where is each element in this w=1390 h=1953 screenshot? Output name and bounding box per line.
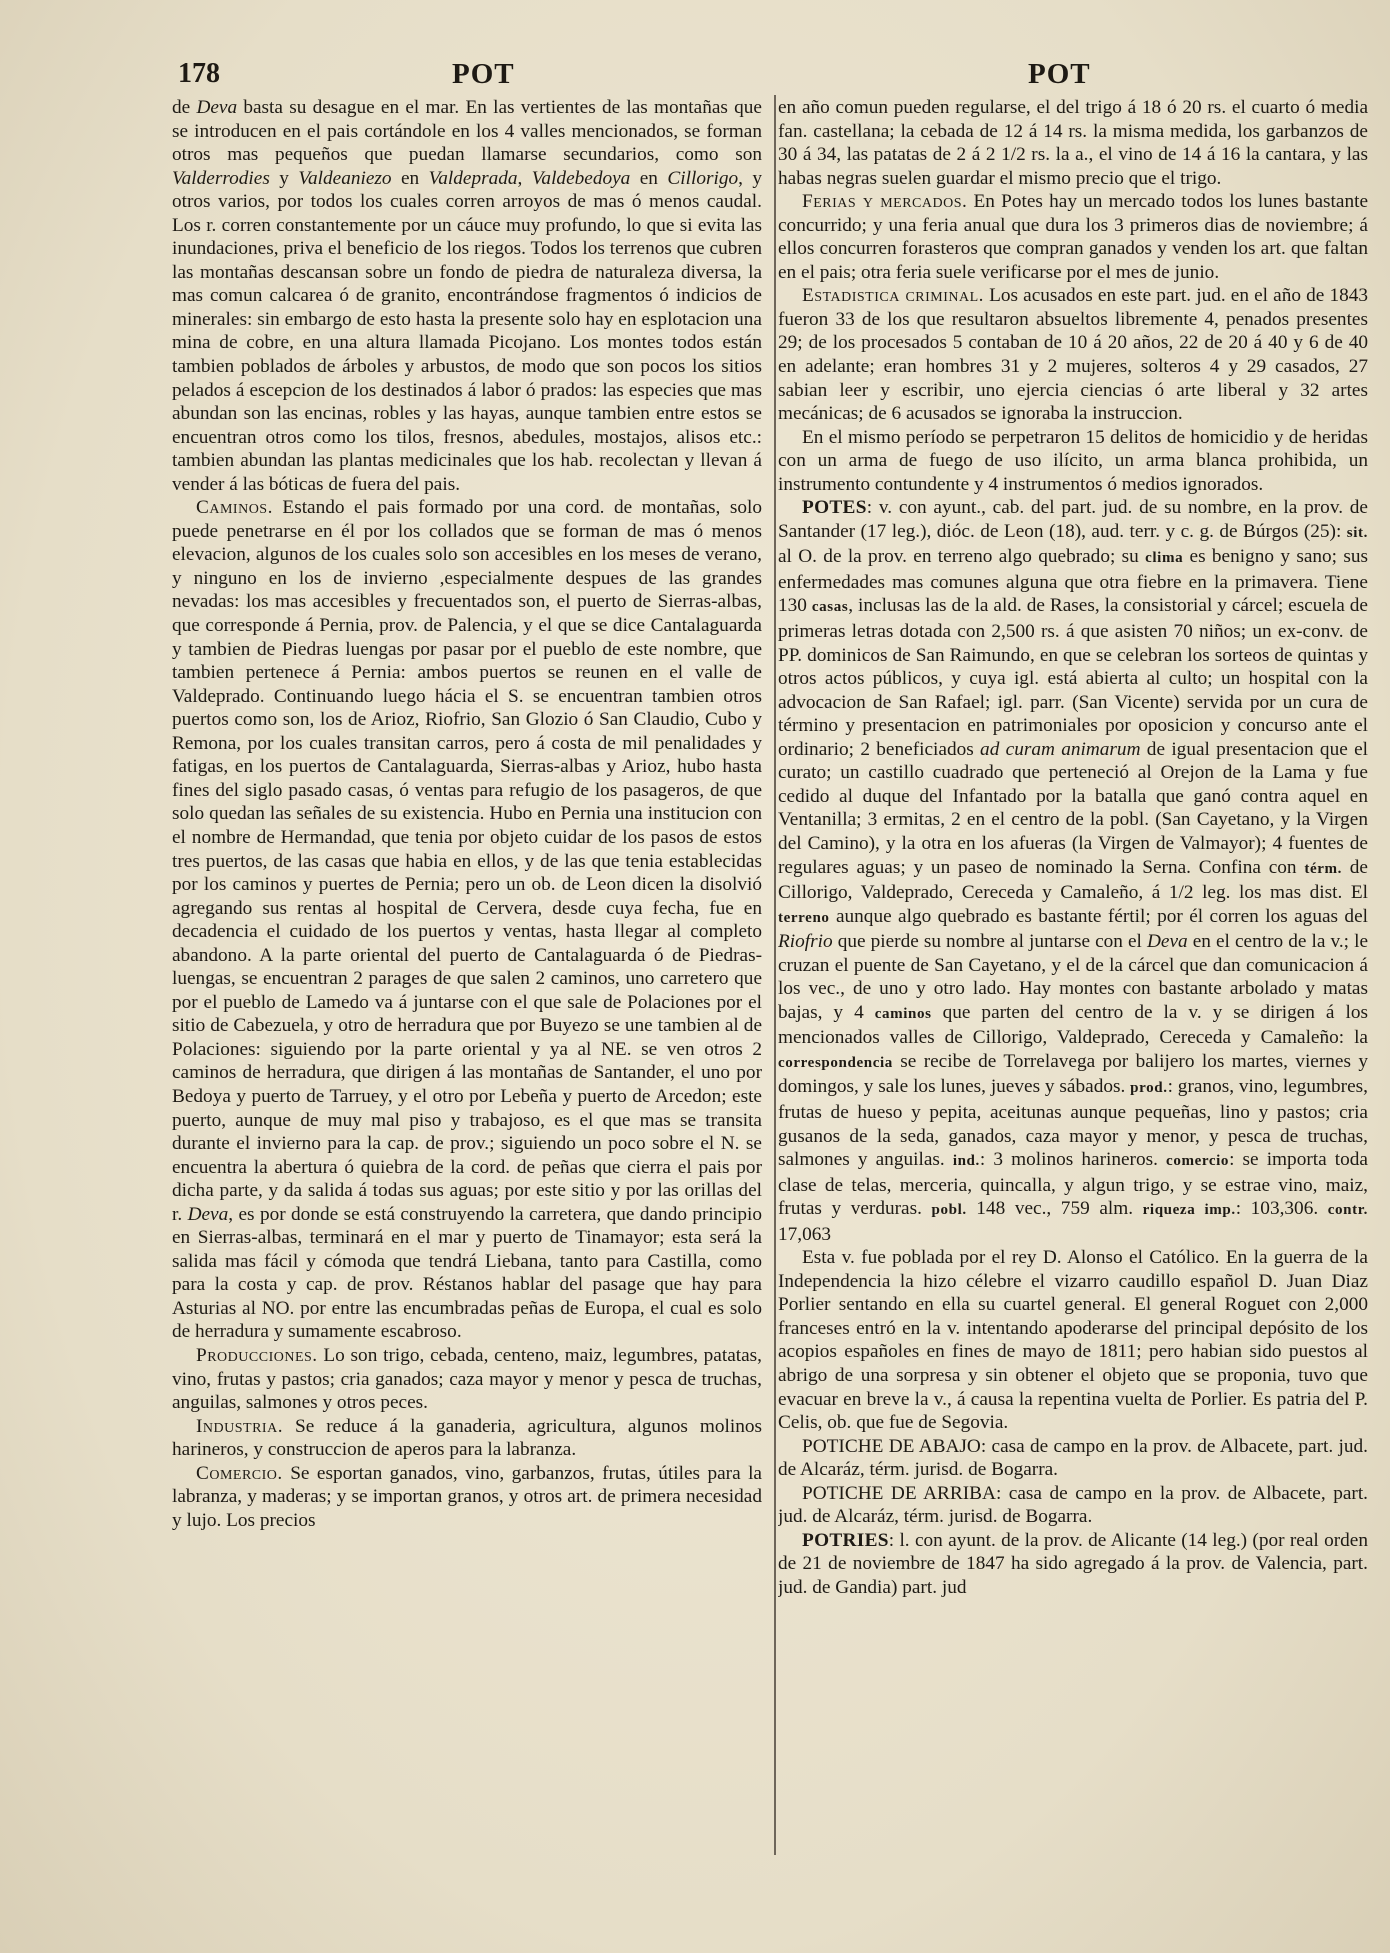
headword-left: POT — [452, 58, 515, 90]
section-label-producciones: Producciones. — [196, 1344, 318, 1366]
section-label-ferias: Ferias y mercados. — [802, 191, 968, 213]
section-caminos: Caminos. Estando el pais formado por una cord. de montañas, solo puede penetrarse en él por los collados que se forman de mas ó menos elevacion, algunos de los cuales solo son accesibles en los meses de verano, y ninguno en los de invierno ,especialmente despues de las grandes nevadas: los mas accesibles y frecuentados son, el puerto de Sierras-albas, que corresponde á Pernia, prov. de Palencia, y el que se dice Cantalaguarda y tambien de Piedras luengas por pasar por el pueblo de este nombre, que tambien pertenece á Pernia: ambos puertos se reunen en el valle de Valdeprado. Continuando luego hácia el S. se encuentran tambien otros puertos como son, los de Arioz, Riofrio, San Glozio ó San Claudio, Cubo y Remona, por los cuales transitan carros, pero á costa de mil penalidades y fatigas, en los puertos de Cantalaguarda, Sierras-albas y Arioz, hubo hasta fines del siglo pasado casas, ó ventas para refugio de los pasageros, de que solo quedan las señales de su existencia. Hubo en Pernia una institucion con el nombre de Hermandad, que tenia por objeto cuidar de los pasos de estos tres puertos, de las casas que habia en ellos, y de las que tenia establecidas por los caminos y puertes de Pernia; pero un ob. de Leon dicen la disolvió agregando sus rentas al hospital de Cervera, desde cuya fecha, fue en decadencia el cuidado de los puertos y ventas, hasta llegar al completo abandono. A la parte oriental del puerto de Cantalaguarda ó de Piedras-luengas, se encuentran 2 parages de que salen 2 caminos, uno carretero que por el pueblo de Lamedo va á juntarse con el que sale de Polaciones por el sitio de Cabezuela, y otro de herradura que por Buyezo se une tambien al de Polaciones: siguiendo por la parte oriental y ya al NE. se ven otros 2 caminos de herradura, que dirigen á las montañas de Santander, el uno por Bedoya y puerto de Tarruey, y el otro por Lebeña y puerto de Arcedon; este puerto, aunque de muy mal piso y trabajoso, es el que mas se transita durante el invierno para la cap. de prov.; siguiendo un poco sobre el N. se encuentra la abertura ó quiebra de la cord. de peñas que cierra el pais por dicha parte, y da salida á todas sus aguas; por este sitio y por las orillas del r. Deva, es por donde se está construyendo la carretera, que dando principio en Sierras-albas, terminará en el mar y puerto de Tinamayor; esta será la salida mas fácil y cómoda que tendrá Liebana, tanto para Castilla, como para la costa y cap. de prov. Réstanos hablar del pasage que hay para Asturias al NO. por entre las encumbradas peñas de Europa, el cual es solo de herradura y sumamente escabroso. — [172, 497, 762, 1343]
section-label-comercio: Comercio. — [196, 1462, 283, 1484]
entry-potes: POTES: v. con ayunt., cab. del part. jud. de su nombre, en la prov. de Santander (17 leg.), dióc. de Leon (18), aud. terr. y c. g. de Búrgos (25): sit. al O. de la prov. en terreno algo quebrado; su clima es benigno y sano; sus enfermedades mas comunes alguna que otra fiebre en la primavera. Tiene 130 casas, inclusas las de la ald. de Rases, la consistorial y cárcel; escuela de primeras letras dotada con 2,500 rs. á que asisten 70 niños; un ex-conv. de PP. dominicos de San Raimundo, en que se celebran los sorteos de quintas y otros actos públicos, y cuya igl. está abierta al culto; un hospital con la advocacion de San Rafael; igl. parr. (San Vicente) servida por un cura de término y presentacion en patrimoniales por oposicion y concurso ante el ordinario; 2 beneficiados ad curam animarum de igual presentacion que el curato; un castillo cuadrado que perteneció al Orejon de la Lama y fue cedido al duque del Infantado por la batalla que ganó contra aquel en Ventanilla; 3 ermitas, 2 en el centro de la pobl. (San Cayetano, y la Virgen del Camino), y la otra en los afueras (la Virgen de Valmayor); 4 fuentes de regulares aguas; y un paseo de nominado la Serna. Confina con térm. de Cillorigo, Valdeprado, Cereceda y Camaleño, á 1/2 leg. los mas dist. El terreno aunque algo quebrado es bastante fértil; por él corren los aguas del Riofrio que pierde su nombre al juntarse con el Deva en el centro de la v.; le cruzan el puente de San Cayetano, y el de la cárcel que dan comunicacion á los vec., de uno y otro lado. Hay montes con bastante arbolado y matas bajas, y 4 caminos que parten del centro de la v. y se dirigen á los mencionados valles de Cillorigo, Valdeprado, Cereceda y Camaleño: la correspondencia se recibe de Torrelavega por balijero los martes, viernes y domingos, y sale los lunes, jueves y sábados. prod.: granos, vino, legumbres, frutas de hueso y pepita, aceitunas aunque pequeñas, lino y pastos; cria gusanos de la seda, ganados, caza mayor y menor, y pesca de truchas, salmones y anguilas. ind.: 3 molinos harineros. comercio: se importa toda clase de telas, merceria, quincalla, y algun trigo, y se estrae vino, maiz, frutas y verduras. pobl. 148 vec., 759 alm. riqueza imp.: 103,306. contr. 17,063 — [778, 497, 1368, 1245]
entry-headword-potes: POTES — [802, 497, 867, 519]
right-column — [778, 96, 1368, 1866]
entry-potries: POTRIES: l. con ayunt. de la prov. de Alicante (14 leg.) (por real orden de 21 de noviembre de 1847 ha sido agregado á la prov. de Valencia, part. jud. de Gandia) part. jud — [778, 1529, 1368, 1598]
paragraph-delitos: En el mismo período se perpetraron 15 delitos de homicidio y de heridas con un arma de fuego de uso ilícito, un arma blanca prohibida, un instrumento contundente y 4 instrumentos ó medios ignorados. — [778, 426, 1368, 495]
paragraph-precios: en año comun pueden regularse, el del trigo á 18 ó 20 rs. el cuarto ó media fan. castellana; la cebada de 12 á 14 rs. la misma medida, los garbanzos de 30 á 34, las patatas de 2 á 2 1/2 rs. la a., el vino de 14 á 16 la cantara, y las habas negras suelen guardar el mismo precio que el trigo. — [778, 97, 1368, 189]
section-producciones: Producciones. Lo son trigo, cebada, centeno, maiz, legumbres, patatas, vino, frutas y pastos; cria ganados; caza mayor y menor y pesca de truchas, anguilas, salmones y otros peces. — [172, 1344, 762, 1414]
section-industria: Industria. Se reduce á la ganaderia, agricultura, algunos molinos harineros, y construccion de aperos para la labranza. — [172, 1415, 762, 1461]
column-divider — [774, 95, 776, 1855]
paragraph-valleys: de Deva basta su desague en el mar. En las vertientes de las montañas que se introducen en el pais cortándole en los 4 valles mencionados, se forman otros mas pequeños que puedan llamarse secundarios, como son Valderrodies y Valdeaniezo en Valdeprada, Valdebedoya en Cillorigo, y otros varios, por todos los cuales corren arroyos de mas ó menos caudal. Los r. corren constantemente por un cáuce muy profundo, lo que si evita las inundaciones, priva el beneficio de los riegos. Todos los terrenos que cubren las montañas descansan sobre un fondo de piedra de naturaleza diversa, la mas comun calcarea ó de granito, encontrándose fragmentos ó indicios de minerales: sin embargo de esto hasta la presente solo hay en esplotacion una mina de cobre, en una altura llamada Picojano. Los montes todos están tambien poblados de árboles y arbustos, de modo que son pocos los sitios pelados á escepcion de los destinados á labor ó prados: las especies que mas abundan son las encinas, robles y las hayas, aunque tambien entre estos se encuentran otros como los tilos, fresnos, abedules, mostajos, alisos etc.: tambien abundan las plantas medicinales que los hab. recolectan y llevan á vender á las bóticas de fuera del pais. — [172, 97, 762, 495]
entry-headword-potries: POTRIES — [802, 1529, 889, 1551]
paragraph-historia: Esta v. fue poblada por el rey D. Alonso el Católico. En la guerra de la Independencia la hizo célebre el vizarro caudillo español D. Juan Diaz Porlier sentando en ella su cuartel general. El general Roguet con 2,000 franceses entró en la v. intentando apoderarse del principal depósito de los acopios españoles en fines de mayo de 1811; pero habian sido puestos al abrigo de una sorpresa y sin obtener el objeto que se proponia, tuvo que evacuar en breve la v., á causa la repentina vuelta de Porlier. Es patria del P. Celis, ob. que fue de Segovia. — [778, 1247, 1368, 1434]
section-label-caminos: Caminos. — [196, 497, 273, 519]
headword-right: POT — [1028, 58, 1091, 90]
entry-potiche-arriba: POTICHE DE ARRIBA: casa de campo en la prov. de Albacete, part. jud. de Alcaráz, térm. jurisd. de Bogarra. — [778, 1482, 1368, 1528]
entry-headword-potiche-abajo: POTICHE DE ABAJO — [802, 1435, 981, 1457]
section-label-industria: Industria. — [196, 1415, 284, 1437]
running-header — [0, 58, 1390, 98]
entry-potiche-abajo: POTICHE DE ABAJO: casa de campo en la prov. de Albacete, part. jud. de Alcaráz, térm. jurisd. de Bogarra. — [778, 1435, 1368, 1481]
section-comercio: Comercio. Se esportan ganados, vino, garbanzos, frutas, útiles para la labranza, y maderas; y se importan granos, y otros art. de primera necesidad y lujo. Los precios — [172, 1462, 762, 1531]
section-estadistica: Estadistica criminal. Los acusados en este part. jud. en el año de 1843 fueron 33 de los que resultaron absueltos libremente 4, penados presentes 29; de los procesados 5 contaban de 10 á 20 años, 22 de 20 á 40 y 6 de 40 en adelante; eran hombres 31 y 2 mujeres, solteros 4 y 29 casados, 27 sabian leer y escribir, uno ejercia ciencias ó arte liberal y 32 artes mecánicas; de 6 acusados se ignoraba la instruccion. — [778, 285, 1368, 425]
left-column — [172, 96, 762, 1866]
page-number: 178 — [178, 58, 220, 89]
entry-headword-potiche-arriba: POTICHE DE ARRIBA — [802, 1482, 996, 1504]
section-label-estadistica: Estadistica criminal. — [802, 285, 984, 307]
section-ferias: Ferias y mercados. En Potes hay un mercado todos los lunes bastante concurrido; y una feria anual que dura los 3 primeros dias de noviembre; á ellos concurren forasteros que compran ganados y venden los art. que faltan en el pais; otra feria suele verificarse por el mes de junio. — [778, 191, 1368, 283]
